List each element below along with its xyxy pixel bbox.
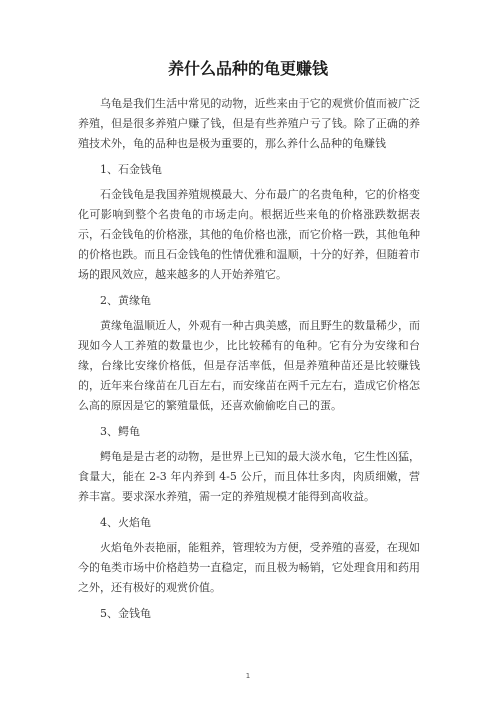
section-paragraph-1: 石金钱龟是我国养殖规模最大、分布最广的名贵龟种，它的价格变化可影响到整个名贵龟的市场走向。根据近些来龟的价格涨跌数据表示，石金钱龟的价格涨，其他的龟价格也涨，而它价格一跌，其他龟种的价格也跌。而且石金钱龟的性情优雅和温顺，十分的好养，但随着市场的跟风效应，越来越多的人开始养殖它。 [78, 188, 420, 281]
section-paragraph-2: 黄缘龟温顺近人，外观有一种古典美感，而且野生的数量稀少，而现如今人工养殖的数量也少，比比较稀有的龟种。它有分为安缘和台缘，台缘比安缘价格低，但是存活率低，但是养殖种苗还是比较赚钱的，近年来台缘苗在几百左右，而安缘苗在两千元左右，造成它价格怎么高的原因是它的繁殖量低，还喜欢偷偷吃自己的蛋。 [78, 319, 420, 412]
section-heading-4: 4、火焰龟 [100, 516, 151, 529]
section-heading-2: 2、黄缘龟 [100, 294, 151, 307]
page-number: 1 [245, 672, 251, 680]
intro-paragraph: 乌龟是我们生活中常见的动物，近些来由于它的观赏价值而被广泛养殖，但是很多养殖户赚了钱，但是有些养殖户亏了钱。除了正确的养殖技术外，龟的品种也是极为重要的，那么养什么品种的龟赚钱 [78, 97, 420, 150]
section-heading-3: 3、鳄龟 [100, 425, 140, 438]
section-paragraph-3: 鳄龟是是古老的动物，是世界上已知的最大淡水龟，它生性凶猛，食量大，能在 2-3 年内养到 4-5 公斤，而且体壮多肉，肉质细嫩，营养丰富。要求深水养殖，需一定的养殖规模才能得到高收益。 [78, 450, 420, 503]
document-title: 养什么品种的龟更赚钱 [167, 59, 328, 78]
section-paragraph-4: 火焰龟外表艳丽，能粗养，管理较为方便，受养殖的喜爱，在现如今的龟类市场中价格趋势一直稳定，而且极为畅销，它处理食用和药用之外，还有极好的观赏价值。 [78, 541, 420, 594]
section-heading-5: 5、金钱龟 [100, 607, 151, 620]
document-body [78, 94, 420, 629]
section-heading-1: 1、石金钱龟 [100, 163, 162, 176]
